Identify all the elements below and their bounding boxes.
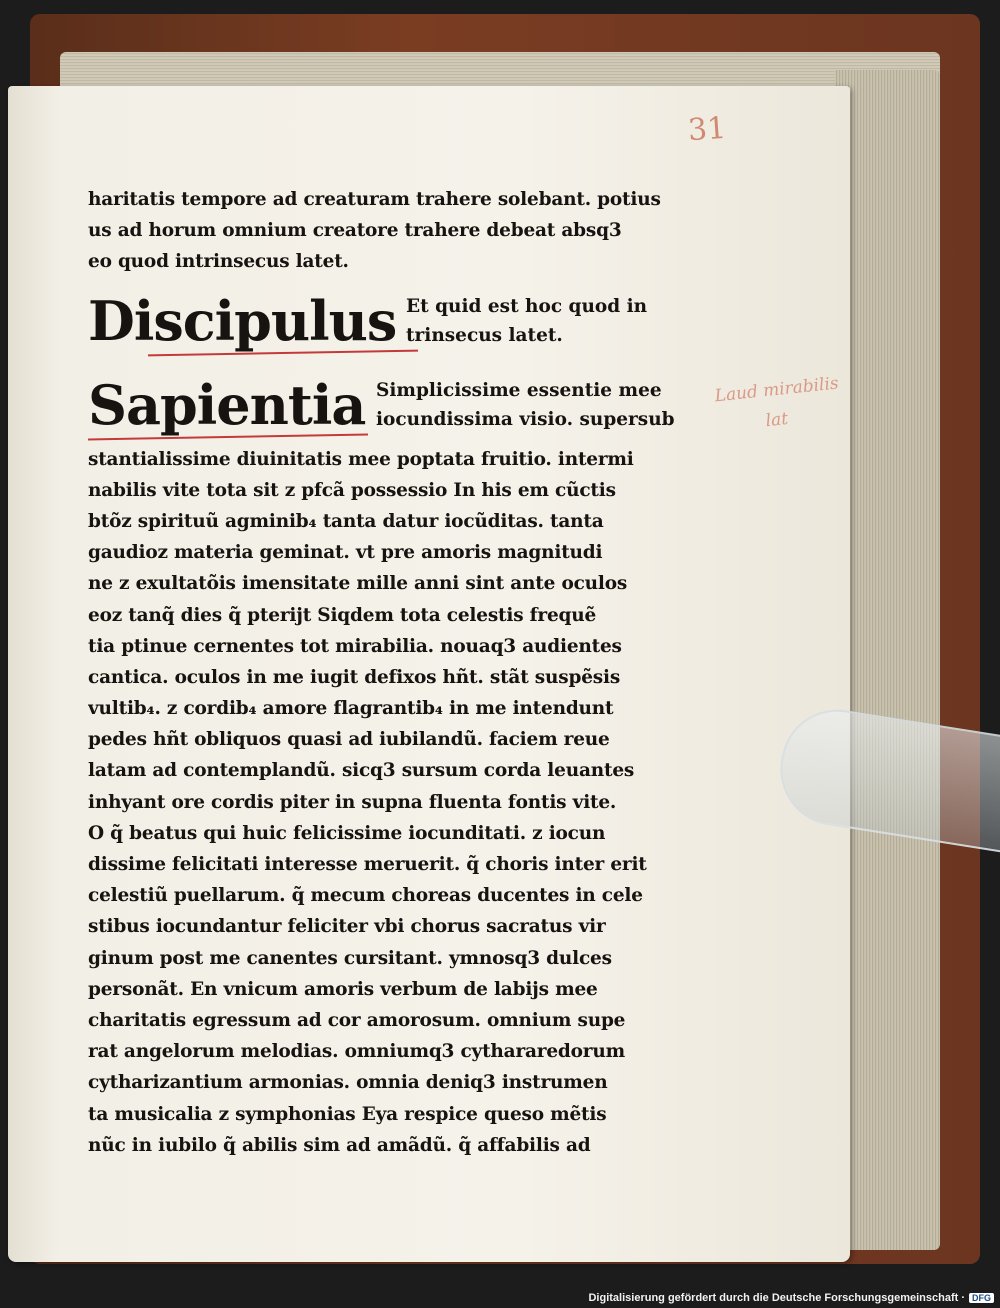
text-line: ne z exultatõis imensitate mille anni sint ante oculos: [88, 573, 628, 595]
page-text: [88, 184, 693, 1161]
folio-number: 31: [686, 110, 728, 149]
text-line: nũc in iubilo q̃ abilis sim ad amãdũ. q̃ affabilis ad: [88, 1134, 591, 1156]
text-line: charitatis egressum ad cor amorosum. omnium supe: [88, 1009, 626, 1031]
margin-annotation-line: lat: [764, 408, 790, 432]
text-line: nabilis vite tota sit z pfcã possessio In his em cũctis: [88, 479, 616, 501]
page-edges-right: [835, 70, 940, 1250]
text-line: stantialissime diuinitatis mee poptata fruitio. intermi: [88, 448, 634, 470]
text-line: gaudioz materia geminat. vt pre amoris magnitudi: [88, 542, 603, 564]
digitization-credit: [588, 1290, 994, 1306]
text-line: O q̃ beatus qui huic felicissime iocunditati. z iocun: [88, 822, 606, 844]
speaker-heading-sapientia: Sapientia: [88, 372, 366, 437]
text-line: rat angelorum melodias. omniumq3 cythararedorum: [88, 1041, 625, 1063]
text-line: pedes hñt obliquos quasi ad iubilandũ. faciem reue: [88, 729, 610, 751]
sapientia-text: [376, 376, 675, 434]
text-line: us ad horum omnium creatore trahere debeat absq3: [88, 220, 622, 242]
text-line: iocundissima visio. supersub: [376, 408, 675, 430]
text-line: btõz spirituũ agminib₄ tanta datur iocũditas. tanta: [88, 510, 604, 532]
text-line: Simplicissime essentie mee: [376, 379, 662, 401]
discipulus-text: [406, 292, 647, 350]
text-line: stibus iocundantur feliciter vbi chorus sacratus vir: [88, 916, 606, 938]
margin-annotation-line: Laud mirabilis: [713, 373, 840, 407]
discipulus-section: [88, 288, 693, 360]
text-line: eoz tanq̃ dies q̃ pterijt Siqdem tota celestis frequẽ: [88, 604, 597, 626]
speaker-heading-discipulus: Discipulus: [88, 288, 397, 353]
opening-paragraph: [88, 184, 693, 278]
text-line: dissime felicitati interesse meruerit. q̃ choris inter erit: [88, 854, 647, 875]
sapientia-body: [88, 444, 693, 1161]
dfg-logo: DFG: [969, 1293, 994, 1303]
text-line: Et quid est hoc quod in: [406, 295, 648, 317]
text-line: tia ptinue cernentes tot mirabilia. nouaq3 audientes: [88, 635, 622, 657]
text-line: celestiũ puellarum. q̃ mecum choreas ducentes in cele: [88, 885, 643, 907]
credit-text: Digitalisierung gefördert durch die Deutsche Forschungsgemeinschaft ·: [588, 1292, 965, 1304]
text-line: personãt. En vnicum amoris verbum de labijs mee: [88, 978, 598, 1000]
sapientia-section: [88, 372, 693, 444]
text-line: haritatis tempore ad creaturam trahere solebant. potius: [88, 189, 661, 210]
text-line: latam ad contemplandũ. sicq3 sursum corda leuantes: [88, 760, 635, 782]
text-line: inhyant ore cordis piter in supna fluenta fontis vite.: [88, 791, 617, 813]
text-line: vultib₄. z cordib₄ amore flagrantib₄ in me intendunt: [88, 698, 614, 720]
text-line: ginum post me canentes cursitant. ymnosq3 dulces: [88, 947, 612, 969]
text-line: ta musicalia z symphonias Eya respice queso mẽtis: [88, 1103, 607, 1125]
text-line: eo quod intrinsecus latet.: [88, 251, 349, 273]
text-line: cantica. oculos in me iugit defixos hñt. stãt suspẽsis: [88, 666, 621, 688]
text-line: trinsecus latet.: [406, 324, 563, 346]
text-line: cytharizantium armonias. omnia deniq3 instrumen: [88, 1072, 608, 1094]
